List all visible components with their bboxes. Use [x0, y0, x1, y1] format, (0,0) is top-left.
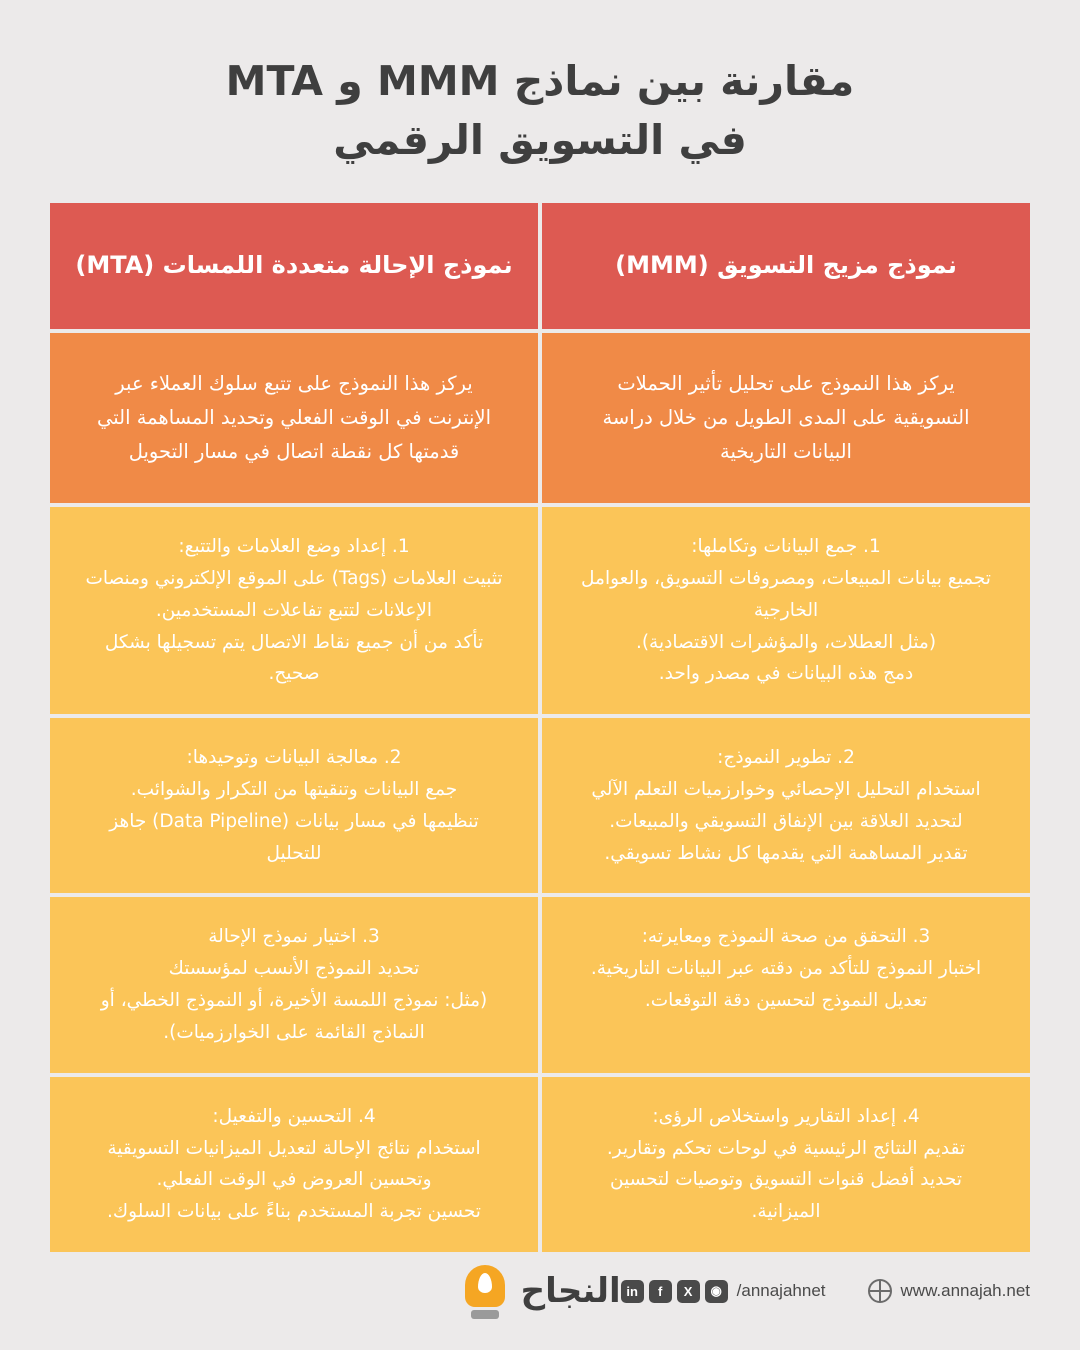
step-line: دمج هذه البيانات في مصدر واحد. [658, 663, 914, 685]
title-line-1: مقارنة بين نماذج MMM و MTA [225, 57, 855, 105]
brand-name: النجاح [520, 1271, 621, 1311]
table-row [48, 505, 1032, 716]
step-cell-mta-4 [48, 1075, 540, 1254]
step-cell-mmm-3 [540, 895, 1032, 1074]
step-line: تحديد أفضل قنوات التسويق وتوصيات لتحسين الميزانية. [610, 1169, 962, 1223]
step-line: تأكد من أن جميع نقاط الاتصال يتم تسجيلها بشكل صحيح. [104, 631, 484, 685]
step-line: 1. جمع البيانات وتكاملها: [691, 536, 881, 558]
comparison-table [48, 201, 1032, 1254]
social-links [621, 1280, 826, 1303]
table-row [48, 895, 1032, 1074]
globe-icon [868, 1279, 892, 1303]
header-cell-mmm: نموذج مزيج التسويق (MMM) [540, 201, 1032, 331]
x-twitter-icon[interactable]: X [677, 1280, 700, 1303]
table-row [48, 1075, 1032, 1254]
step-line: 3. التحقق من صحة النموذج ومعايرته: [641, 926, 931, 948]
website-link[interactable] [868, 1279, 1030, 1303]
step-cell-mta-1 [48, 505, 540, 716]
instagram-icon[interactable]: ◉ [705, 1280, 728, 1303]
table-row [48, 716, 1032, 895]
footer [0, 1232, 1080, 1350]
step-line: اختبار النموذج للتأكد من دقته عبر البيانات التاريخية. [590, 958, 982, 980]
website-url: www.annajah.net [900, 1281, 1030, 1300]
description-cell-mmm: يركز هذا النموذج على تحليل تأثير الحملات التسويقية على المدى الطويل من خلال دراسة البيانات التاريخية [540, 331, 1032, 505]
facebook-icon[interactable]: f [649, 1280, 672, 1303]
step-line: تجميع بيانات المبيعات، ومصروفات التسويق، والعوامل الخارجية [581, 567, 991, 621]
step-line: استخدام نتائج الإحالة لتعديل الميزانيات التسويقية وتحسين العروض في الوقت الفعلي. [107, 1137, 481, 1191]
step-line: 3. اختيار نموذج الإحالة [208, 926, 380, 948]
table-description-row [48, 331, 1032, 505]
step-line: 4. إعداد التقارير واستخلاص الرؤى: [652, 1105, 920, 1127]
linkedin-icon[interactable]: in [621, 1280, 644, 1303]
brand-logo [459, 1263, 621, 1319]
step-cell-mmm-2 [540, 716, 1032, 895]
step-line: تقدير المساهمة التي يقدمها كل نشاط تسويقي. [604, 842, 968, 864]
header-cell-mta: نموذج الإحالة متعددة اللمسات (MTA) [48, 201, 540, 331]
title-line-2: في التسويق الرقمي [333, 116, 747, 165]
step-line: 1. إعداد وضع العلامات والتتبع: [178, 536, 410, 558]
step-line: استخدام التحليل الإحصائي وخوارزميات التعلم الآلي لتحديد العلاقة بين الإنفاق التسويقي والمبيعات. [591, 779, 981, 832]
step-line: تحسين تجربة المستخدم بناءً على بيانات السلوك. [107, 1201, 481, 1223]
description-cell-mta: يركز هذا النموذج على تتبع سلوك العملاء عبر الإنترنت في الوقت الفعلي وتحديد المساهمة التي قدمتها كل نقطة اتصال في مسار التحويل [48, 331, 540, 505]
step-line: تثبيت العلامات (Tags) على الموقع الإلكتروني ومنصات الإعلانات لتتبع تفاعلات المستخدمين. [85, 567, 503, 621]
step-line: تنظيمها في مسار بيانات (Data Pipeline) جاهز للتحليل [109, 810, 479, 864]
step-line: 2. تطوير النموذج: [717, 747, 855, 769]
step-line: 2. معالجة البيانات وتوحيدها: [186, 747, 402, 769]
step-line: (مثل العطلات، والمؤشرات الاقتصادية). [635, 631, 937, 653]
step-line: تعديل النموذج لتحسين دقة التوقعات. [644, 990, 928, 1012]
lamp-icon [459, 1263, 511, 1319]
step-line: تحديد النموذج الأنسب لمؤسستك [168, 958, 420, 980]
footer-left [621, 1279, 1030, 1303]
step-line: (مثل: نموذج اللمسة الأخيرة، أو النموذج الخطي، أو النماذج القائمة على الخوارزميات). [100, 990, 488, 1043]
step-cell-mmm-4 [540, 1075, 1032, 1254]
step-cell-mmm-1 [540, 505, 1032, 716]
step-cell-mta-2 [48, 716, 540, 895]
social-handle: /annajahnet [736, 1281, 826, 1300]
step-cell-mta-3 [48, 895, 540, 1074]
page-title [0, 0, 1080, 171]
step-line: تقديم النتائج الرئيسية في لوحات تحكم وتقارير. [606, 1137, 966, 1159]
step-line: جمع البيانات وتنقيتها من التكرار والشوائب. [130, 779, 458, 801]
table-header-row [48, 201, 1032, 331]
step-line: 4. التحسين والتفعيل: [212, 1105, 376, 1127]
